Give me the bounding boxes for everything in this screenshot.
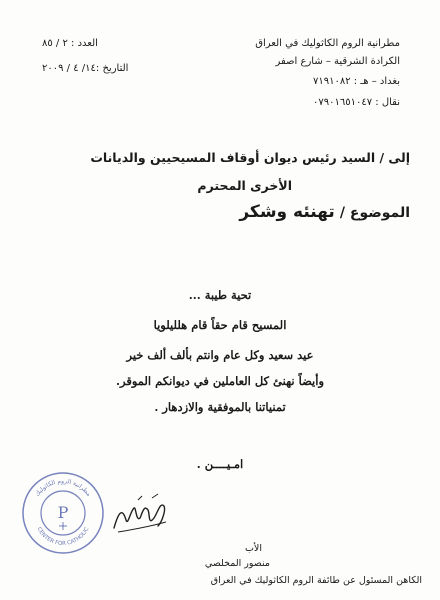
body-line-3: وأيضاً نهنئ كل العاملين في ديوانكم الموقر.	[115, 374, 324, 388]
stamp-text-top: مطرانية الروم الكاثوليك	[33, 477, 93, 498]
subject-label: الموضوع /	[339, 205, 410, 221]
svg-text:مطرانية الروم الكاثوليك	[34, 478, 92, 498]
letter-number: العدد : ٢ / ٨٥	[42, 38, 98, 49]
greeting: تحية طيبة ...	[188, 288, 252, 302]
official-stamp	[20, 470, 106, 556]
stamp-center-glyph: P	[57, 503, 69, 522]
org-address: الكرادة الشرقية – شارع اصفر	[275, 56, 400, 67]
org-phone: بغداد – هـ : ٧١٩١٠٨٢	[313, 76, 400, 87]
letter-date: التاريخ :١٤/ ٤ / ٢٠٠٩	[42, 63, 129, 74]
subject-line	[239, 202, 410, 222]
subject-value: تهنئه وشكر	[239, 202, 335, 222]
signatory-name: منصور المخلصي	[204, 558, 270, 569]
body-line-1: المسيح قام حقاً قام هلليلويا	[153, 318, 287, 332]
stamp-text-bottom: CENTER FOR CATHOLIC	[35, 526, 91, 548]
body-line-2: عيد سعيد وكل عام وانتم بألف ألف خير	[126, 348, 314, 362]
org-mobile: نقال : ٠٧٩٠١٦٥١٠٤٧	[313, 97, 400, 108]
org-name: مطرانية الروم الكاثوليك في العراق	[255, 38, 400, 49]
body-line-4: تمنياتنا بالموفقية والازدهار .	[154, 400, 286, 414]
recipient-line-1: إلى / السيد رئيس ديوان أوقاف المسيحيين والديانات	[90, 150, 410, 165]
closing: امـيــــن .	[196, 457, 244, 471]
signatory-title: الأب	[244, 543, 262, 554]
recipient-line-2: الأخرى المحترم	[197, 178, 292, 193]
handwritten-signature	[108, 492, 172, 542]
signatory-role: الكاهن المسئول عن طائفة الروم الكاثوليك في العراق	[210, 575, 422, 586]
